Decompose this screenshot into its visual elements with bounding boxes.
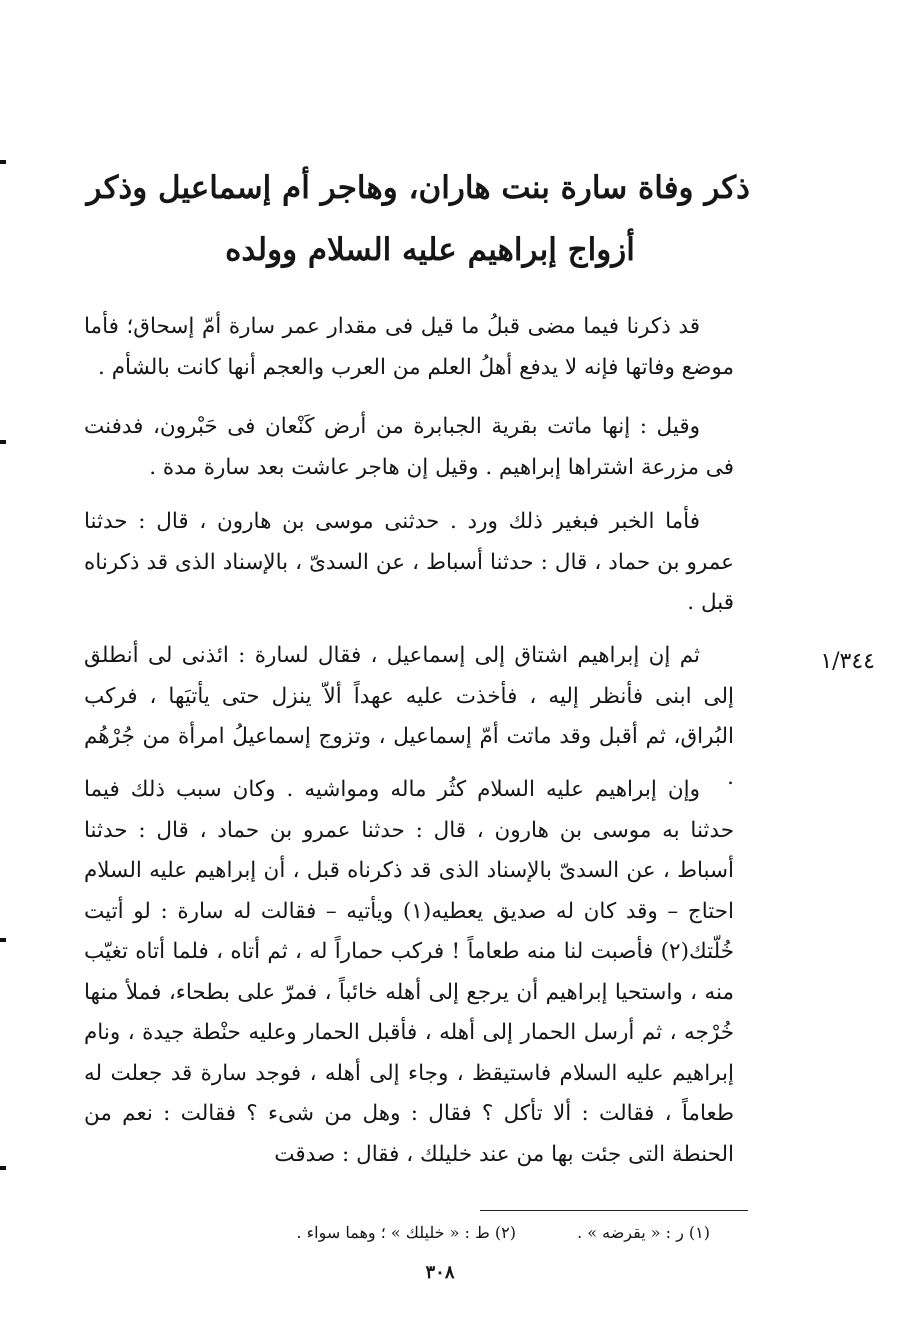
- paragraph-2: وقيل : إنها ماتت بقرية الجبابرة من أرض كَنْعان فى حَبْرون، فدفنت فى مزرعة اشتراها إبراهيم . وقيل إن هاجر عاشت بعد سارة مدة .: [84, 414, 734, 480]
- footnote-2: (٢) ط : « خليلك » ؛ وهما سواء .: [296, 1223, 516, 1242]
- paragraph-5: وإن إبراهيم عليه السلام كثُر ماله ومواشيه . وكان سبب ذلك فيما حدثنا به موسى بن هارون ، قال : حدثنا عمرو بن حماد ، قال : حدثنا أسباط ، عن السدىّ بالإسناد الذى قد ذكرناه قبل ، أن إبراهيم عليه السلام احتاج – وقد كان له صديق يعطيه(١) ويأتيه – فقالت له سارة : لو أتيت خُلّتك(٢) فأصبت لنا منه طعاماً ! فركب حماراً له ، ثم أتاه ، فلما أتاه تغيّب منه ، واستحيا إبراهيم أن يرجع إلى أهله خائباً ، فمرّ على بطحاء، فملأ منها خُرْجه ، ثم أرسل الحمار إلى أهله ، فأقبل الحمار وعليه حنْطة جيدة ، ونام إبراهيم عليه السلام فاستيقظ ، وجاء إلى أهله ، فوجد سارة قد جعلت له طعاماً ، فقالت : ألا تأكل ؟ فقال : وهل من شىء ؟ فقالت : نعم من الحنطة التى جئت بها من عند خليلك ، فقال : صدقت: [84, 777, 735, 1167]
- footnote-divider: [480, 1210, 748, 1211]
- margin-reference: ١/٣٤٤: [820, 649, 875, 674]
- scan-edge-mark: [0, 440, 6, 444]
- scan-edge-mark: [0, 160, 6, 164]
- paragraph-1: قد ذكرنا فيما مضى قبلُ ما قيل فى مقدار عمر سارة أمّ إسحاق؛ فأما موضع وفاتها فإنه لا يدفع أهلُ العلم من العرب والعجم أنها كانت بالشأم .: [84, 314, 734, 380]
- paragraph-4: ثم إن إبراهيم اشتاق إلى إسماعيل ، فقال لسارة : ائذنى لى أنطلق إلى ابنى فأنظر إليه ، فأخذت عليه عهداً ألاّ ينزل حتى يأتيَها ، فركب البُراق، ثم أقبل وقد ماتت أمّ إسماعيل ، وتزوج إسماعيلُ امرأة من جُرْهُم .: [84, 643, 734, 790]
- footnotes: [210, 1218, 710, 1248]
- page-number: ٣٠٨: [425, 1262, 455, 1283]
- chapter-title-line-2: أزواج إبراهيم عليه السلام وولده: [225, 232, 635, 268]
- chapter-title-line-1: ذكر وفاة سارة بنت هاران، وهاجر أم إسماعيل وذكر: [86, 170, 750, 206]
- footnote-1: (١) ر : « يقرضه » .: [577, 1223, 710, 1242]
- scan-edge-mark: [0, 1166, 6, 1170]
- scan-edge-mark: [0, 938, 6, 942]
- paragraph-3: فأما الخبر فبغير ذلك ورد . حدثنى موسى بن هارون ، قال : حدثنا عمرو بن حماد ، قال : حدثنا أسباط ، عن السدىّ ، بالإسناد الذى قد ذكرناه قبل .: [84, 509, 734, 615]
